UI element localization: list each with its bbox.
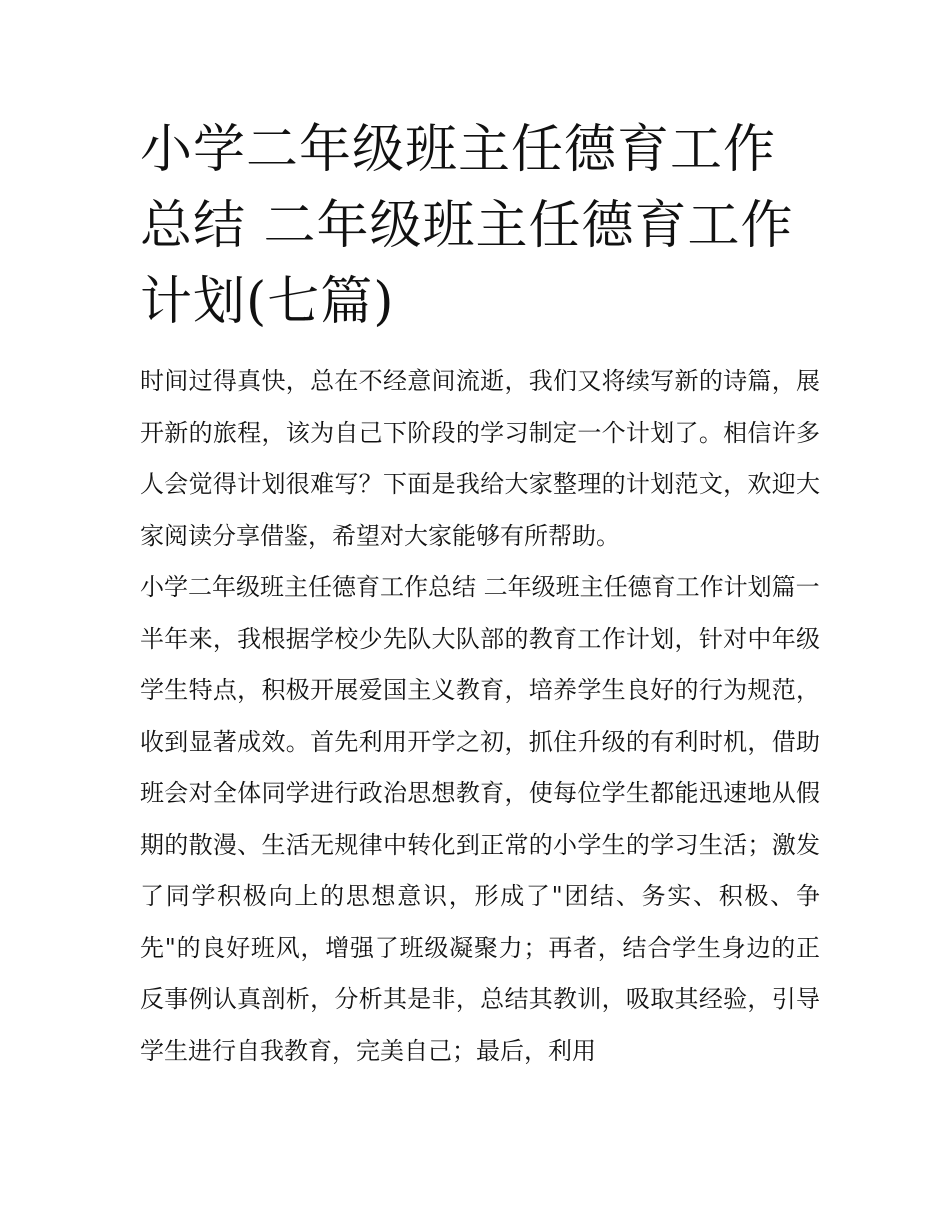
section-heading: 小学二年级班主任德育工作总结 二年级班主任德育工作计划篇一 <box>140 573 820 601</box>
intro-paragraph: 时间过得真快，总在不经意间流逝，我们又将续写新的诗篇，展开新的旅程，该为自己下阶段的学习制定一个计划了。相信许多人会觉得计划很难写？下面是我给大家整理的计划范文，欢迎大家阅读分享借鉴，希望对大家能够有所帮助。 <box>140 367 820 550</box>
body-paragraph: 半年来，我根据学校少先队大队部的教育工作计划，针对中年级学生特点，积极开展爱国主义教育，培养学生良好的行为规范，收到显著成效。首先利用开学之初，抓住升级的有利时机，借助班会对全体同学进行政治思想教育，使每位学生都能迅速地从假期的散漫、生活无规律中转化到正常的小学生的学习生活；激发了同学积极向上的思想意识，形成了"团结、务实、积极、争先"的良好班风，增强了班级凝聚力；再者，结合学生身边的正反事例认真剖析，分析其是非，总结其教训，吸取其经验，引导学生进行自我教育，完美自己；最后，利用 <box>140 624 820 1065</box>
document-content <box>140 112 820 1077</box>
document-title: 小学二年级班主任德育工作总结 二年级班主任德育工作计划(七篇) <box>140 120 794 332</box>
